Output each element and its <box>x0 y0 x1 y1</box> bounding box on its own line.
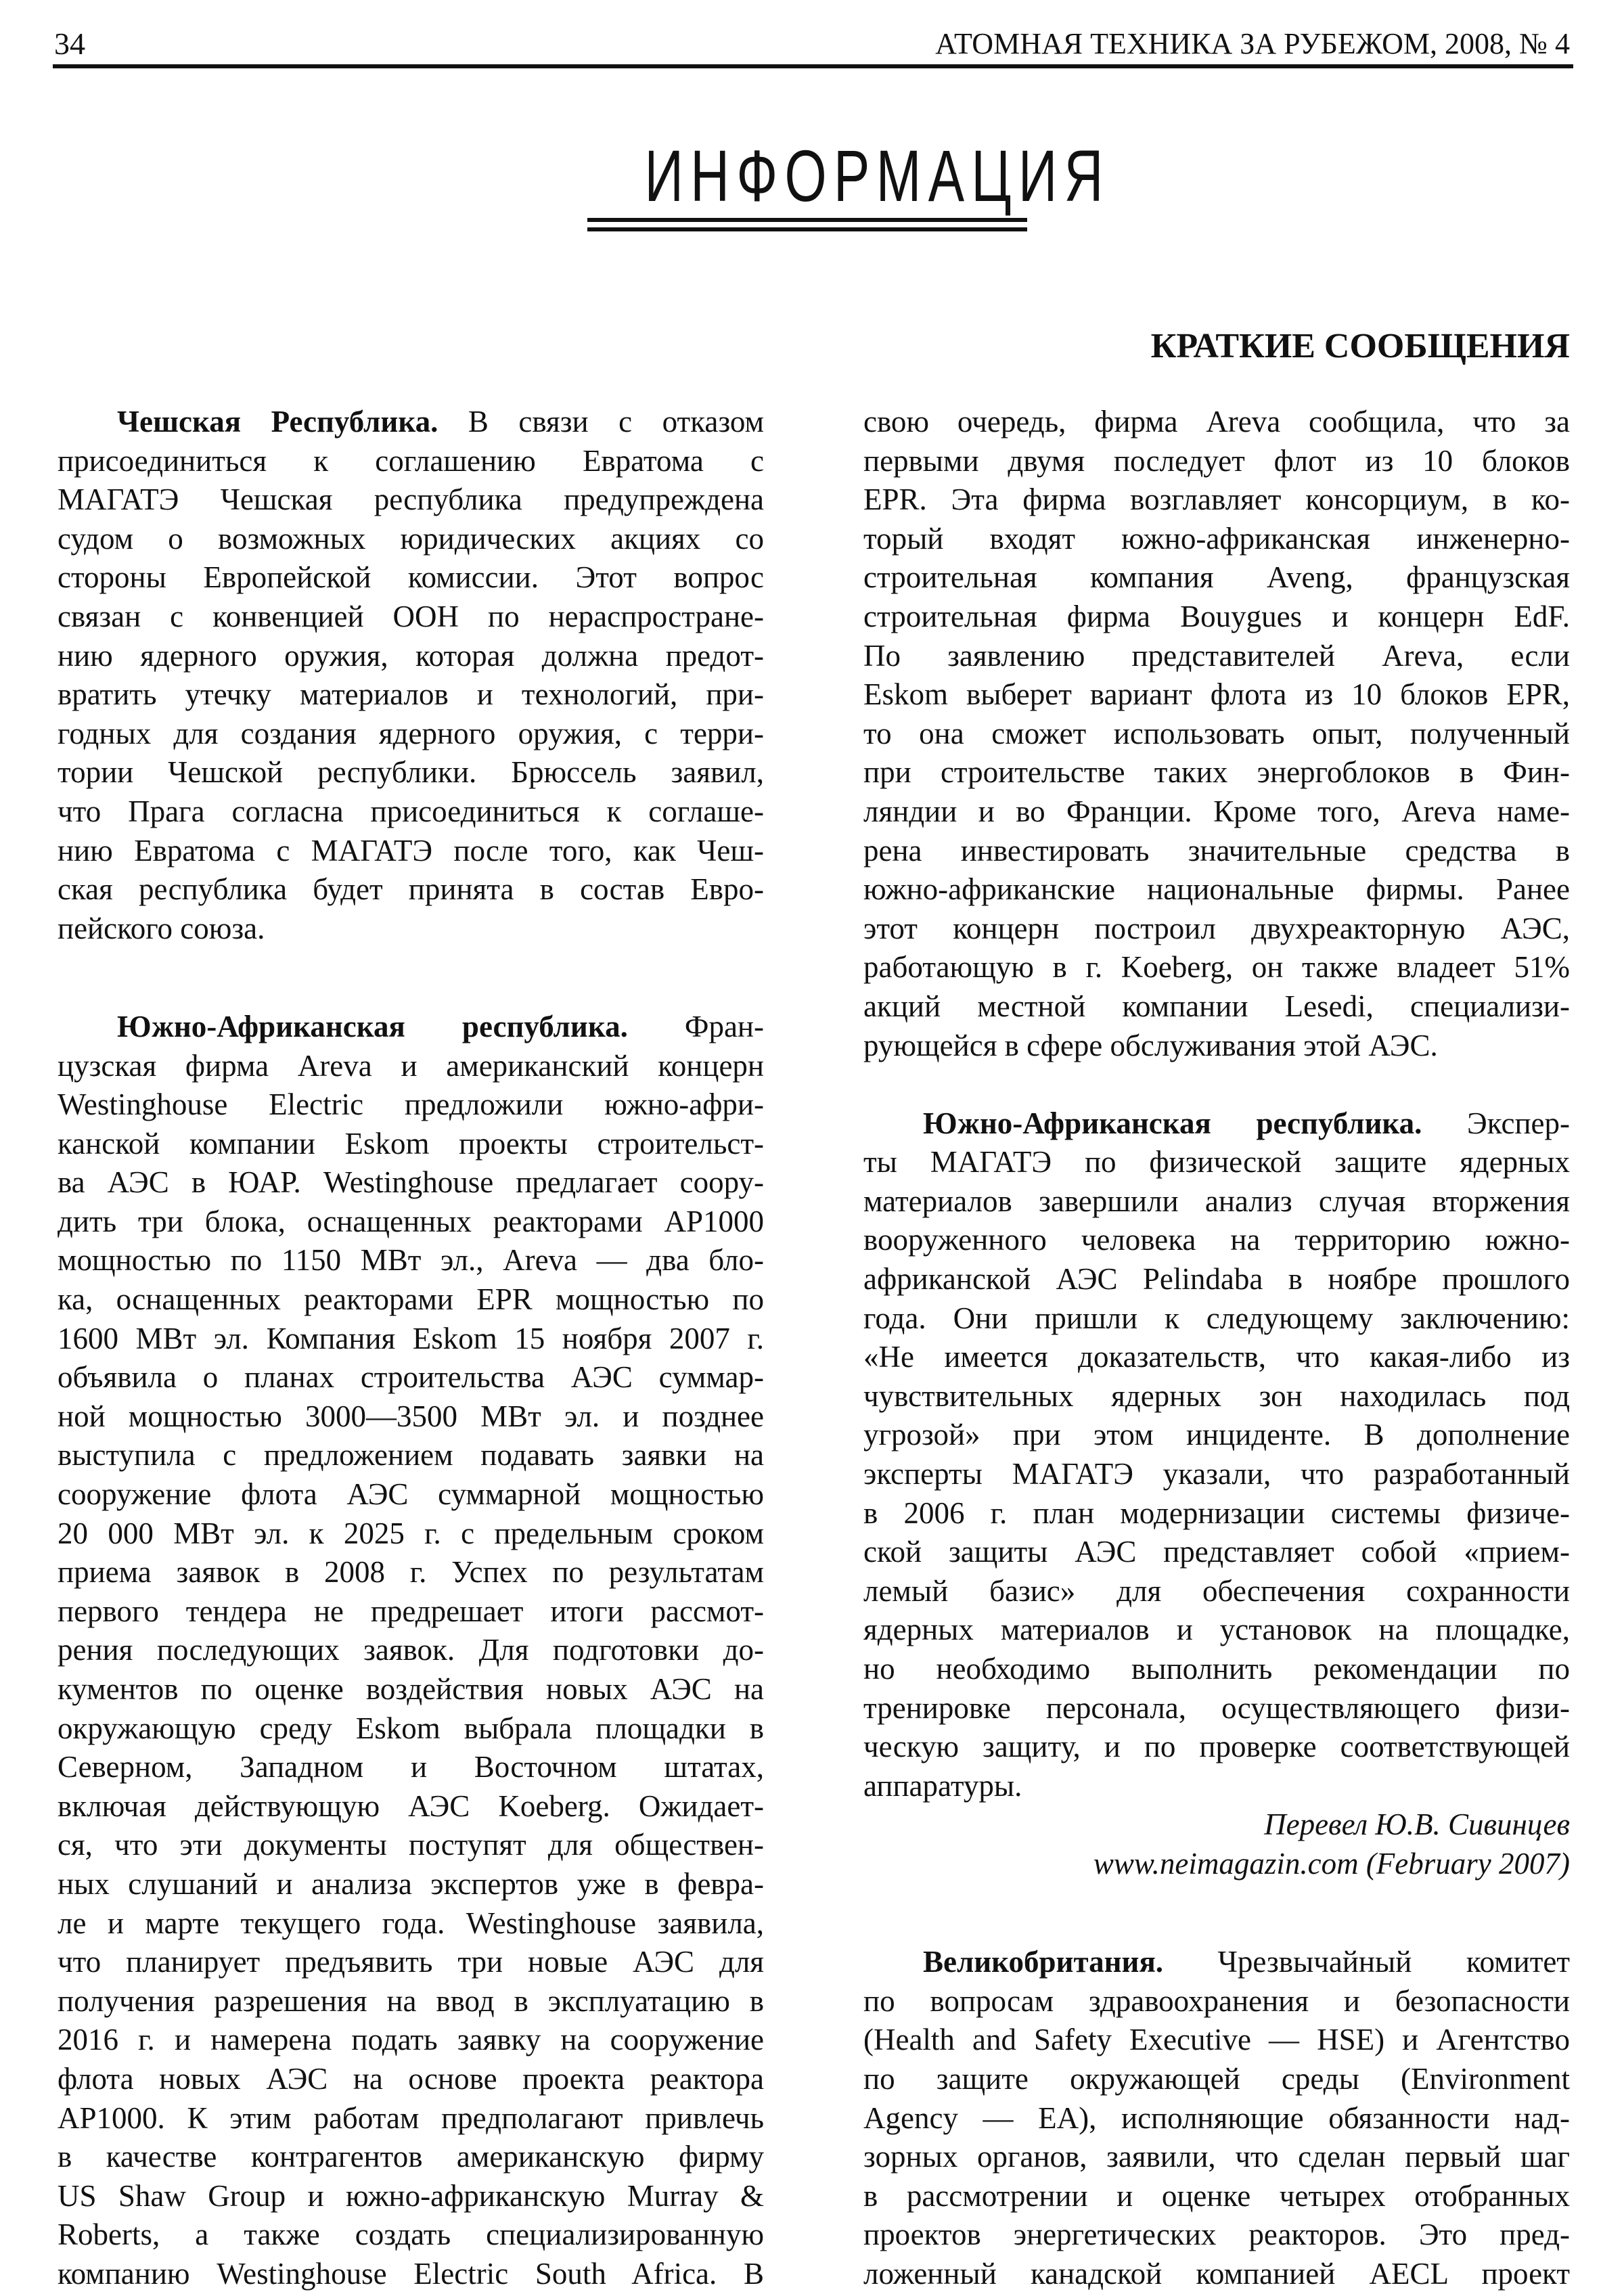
text-line: что Прага согласна присоединиться к соглаше- <box>58 794 764 828</box>
text-line: угрозой» при этом инциденте. В дополнение <box>863 1418 1570 1452</box>
text-line: эксперты МАГАТЭ указали, что разработанный <box>863 1457 1570 1491</box>
article-lead: Великобритания. <box>923 1945 1164 1979</box>
text-line: то она сможет использовать опыт, полученный <box>863 716 1570 750</box>
paragraph-gap <box>863 1922 1570 1943</box>
text-line: года. Они пришли к следующему заключению: <box>863 1301 1570 1335</box>
text-line: аппаратуры. <box>863 1768 1022 1803</box>
text-line: вратить утечку материалов и технологий, при- <box>58 677 764 712</box>
text-line: канской компании Eskom проекты строительст- <box>58 1126 764 1161</box>
text-line: объявила о планах строительства АЭС суммар- <box>58 1360 764 1395</box>
text-line: «Не имеется доказательств, что какая-либо из <box>863 1340 1570 1374</box>
article-south-africa-1-continued <box>863 403 1570 1065</box>
text-line: Eskom выберет вариант флота из 10 блоков EPR, <box>863 677 1570 712</box>
translator-credit: Перевел Ю.В. Сивинцев <box>1264 1807 1570 1842</box>
text-line: дить три блока, оснащенных реакторами AP1000 <box>58 1204 764 1238</box>
text-line: связан с конвенцией ООН по нераспростране- <box>58 599 764 633</box>
text-line: африканской АЭС Pelindaba в ноябре прошлого <box>863 1262 1570 1297</box>
left-column <box>58 403 764 2294</box>
text-line: при строительстве таких энергоблоков в Фин- <box>863 755 1570 790</box>
text-line: приема заявок в 2008 г. Успех по результатам <box>58 1555 764 1590</box>
article-lead: Южно-Африканская республика. <box>117 1009 628 1043</box>
text-line: свою очередь, фирма Areva сообщила, что за <box>863 405 1570 438</box>
text-line: По заявлению представителей Areva, если <box>863 638 1570 673</box>
text-line: первого тендера не предрешает итоги рассмот- <box>58 1594 764 1628</box>
text-line: AP1000. К этим работам предполагают привлечь <box>58 2100 764 2135</box>
text-line: Roberts, а также создать специализированную <box>58 2218 764 2252</box>
text-line: рующейся в сфере обслуживания этой АЭС. <box>863 1028 1438 1062</box>
text-line: годных для создания ядерного оружия, с терри- <box>58 716 764 750</box>
text-line: этот концерн построил двухреакторную АЭС, <box>863 911 1570 945</box>
text-line: материалов завершили анализ случая вторжения <box>863 1184 1570 1218</box>
article-lead: Южно-Африканская республика. <box>923 1106 1422 1140</box>
text-line: ка, оснащенных реакторами EPR мощностью по <box>58 1282 764 1317</box>
article-first-line: Великобритания. Чрезвычайный комитет <box>923 1945 1570 1979</box>
text-line: ле и марте текущего года. Westinghouse заявила, <box>58 1906 764 1940</box>
article-czech-republic <box>58 403 764 948</box>
text-line: строительная фирма Bouygues и концерн EdF. <box>863 599 1570 633</box>
text-line: ной мощностью 3000—3500 МВт эл. и позднее <box>58 1399 764 1433</box>
paragraph-gap <box>58 948 764 987</box>
text-line: ская республика будет принята в состав Евро- <box>58 872 764 907</box>
article-first-line: Чешская Республика. В связи с отказом <box>117 405 764 438</box>
article-first-line: Южно-Африканская республика. Экспер- <box>923 1106 1570 1140</box>
text-line: присоединиться к соглашению Евратома с <box>58 443 764 478</box>
text-line: ядерных материалов и установок на площадке, <box>863 1613 1570 1647</box>
source-credit: www.neimagazin.com (February 2007) <box>1093 1846 1570 1881</box>
text-line: сооружение флота АЭС суммарной мощностью <box>58 1477 764 1512</box>
text-line: включая действующую АЭС Koeberg. Ожидает- <box>58 1789 764 1823</box>
text-line: 2016 г. и намерена подать заявку на сооружение <box>58 2023 764 2057</box>
text-line: рена инвестировать значительные средства в <box>863 833 1570 868</box>
text-line: стороны Европейской комиссии. Этот вопрос <box>58 560 764 595</box>
text-line: 1600 МВт эл. Компания Eskom 15 ноября 2007 г. <box>58 1321 764 1355</box>
text-line: акций местной компании Lesedi, специализи- <box>863 989 1570 1023</box>
text-line: ся, что эти документы поступят для обществен- <box>58 1828 764 1862</box>
text-line: пейского союза. <box>58 911 265 945</box>
text-line: кументов по оценке воздействия новых АЭС на <box>58 1672 764 1706</box>
text-line: флота новых АЭС на основе проекта реактора <box>58 2061 764 2096</box>
text-line: нию ядерного оружия, которая должна предот- <box>58 638 764 673</box>
text-line: 20 000 МВт эл. к 2025 г. с предельным сроком <box>58 1516 764 1550</box>
text-line: ляндии и во Франции. Кроме того, Areva наме- <box>863 794 1570 828</box>
text-line: тории Чешской республики. Брюссель заявил, <box>58 755 764 790</box>
paragraph-gap <box>863 1884 1570 1923</box>
paragraph-gap <box>863 1065 1570 1104</box>
text-line: работающую в г. Koeberg, он также владеет 51% <box>863 950 1570 985</box>
text-line: ных слушаний и анализа экспертов уже в февра- <box>58 1866 764 1901</box>
text-line: ты МАГАТЭ по физической защите ядерных <box>863 1145 1570 1179</box>
text-line: чувствительных ядерных зон находилась под <box>863 1378 1570 1413</box>
text-line: US Shaw Group и южно-африканскую Murray & <box>58 2178 764 2213</box>
page-number: 34 <box>54 26 85 61</box>
text-line: ложенный канадской компанией AECL проект <box>863 2256 1570 2291</box>
text-line: Северном, Западном и Восточном штатах, <box>58 1750 764 1784</box>
paragraph-gap <box>58 987 764 1008</box>
text-line: окружающую среду Eskom выбрала площадки в <box>58 1711 764 1745</box>
text-line: цузская фирма Areva и американский концерн <box>58 1048 764 1083</box>
text-line: мощностью по 1150 МВт эл., Areva — два бло- <box>58 1243 764 1278</box>
text-line: ской защиты АЭС представляет собой «прием- <box>863 1535 1570 1569</box>
text-line: рения последующих заявок. Для подготовки до- <box>58 1633 764 1667</box>
article-united-kingdom <box>863 1943 1570 2293</box>
text-line: судом о возможных юридических акциях со <box>58 521 764 556</box>
article-lead: Чешская Республика. <box>117 405 438 438</box>
text-line: ческую защиту, и по проверке соответствующей <box>863 1730 1570 1764</box>
article-first-line: Южно-Африканская республика. Фран- <box>117 1009 764 1043</box>
text-line: что планирует предъявить три новые АЭС для <box>58 1945 764 1979</box>
header-rule <box>53 64 1573 68</box>
section-title-block <box>587 135 1110 217</box>
text-line: но необходимо выполнить рекомендации по <box>863 1652 1570 1686</box>
text-line: МАГАТЭ Чешская республика предупреждена <box>58 482 764 517</box>
journal-running-title: АТОМНАЯ ТЕХНИКА ЗА РУБЕЖОМ, 2008, № 4 <box>935 27 1570 60</box>
text-line: первыми двумя последует флот из 10 блоков <box>863 443 1570 478</box>
text-line: строительная компания Aveng, французская <box>863 560 1570 595</box>
title-underline-top <box>587 218 1027 222</box>
text-line: компанию Westinghouse Electric South Africa. В <box>58 2256 764 2291</box>
text-line: (Health and Safety Executive — HSE) и Агентство <box>863 2023 1570 2057</box>
text-line: по защите окружающей среды (Environment <box>863 2061 1570 2096</box>
text-line: тренировке персонала, осуществляющего физи- <box>863 1690 1570 1725</box>
text-line: лемый базис» для обеспечения сохранности <box>863 1573 1570 1608</box>
article-south-africa-2 <box>863 1104 1570 1884</box>
text-line: торый входят южно-африканская инженерно- <box>863 521 1570 556</box>
text-line: получения разрешения на ввод в эксплуатацию в <box>58 1983 764 2018</box>
text-line: EPR. Эта фирма возглавляет консорциум, в ко- <box>863 482 1570 517</box>
text-line: нию Евратома с МАГАТЭ после того, как Чеш- <box>58 833 764 868</box>
rubric-heading: КРАТКИЕ СООБЩЕНИЯ <box>1150 327 1570 365</box>
right-column <box>863 403 1570 2294</box>
text-line: по вопросам здравоохранения и безопасности <box>863 1983 1570 2018</box>
text-line: Westinghouse Electric предложили южно-афри- <box>58 1087 764 1122</box>
text-line: ва АЭС в ЮАР. Westinghouse предлагает соору- <box>58 1165 764 1200</box>
text-line: в качестве контрагентов американскую фирму <box>58 2140 764 2174</box>
article-south-africa-1 <box>58 1008 764 2294</box>
text-line: проектов энергетических реакторов. Это пред- <box>863 2218 1570 2252</box>
text-line: южно-африканские национальные фирмы. Ранее <box>863 872 1570 907</box>
section-title: ИНФОРМАЦИЯ <box>644 135 1110 217</box>
text-line: зорных органов, заявили, что сделан первый шаг <box>863 2140 1570 2174</box>
text-line: Agency — EA), исполняющие обязанности над- <box>863 2100 1570 2135</box>
text-line: в рассмотрении и оценке четырех отобранных <box>863 2178 1570 2213</box>
text-line: вооруженного человека на территорию южно- <box>863 1223 1570 1257</box>
text-line: выступила с предложением подавать заявки на <box>58 1438 764 1472</box>
title-underline-bottom <box>587 227 1027 231</box>
text-line: в 2006 г. план модернизации системы физиче- <box>863 1495 1570 1530</box>
